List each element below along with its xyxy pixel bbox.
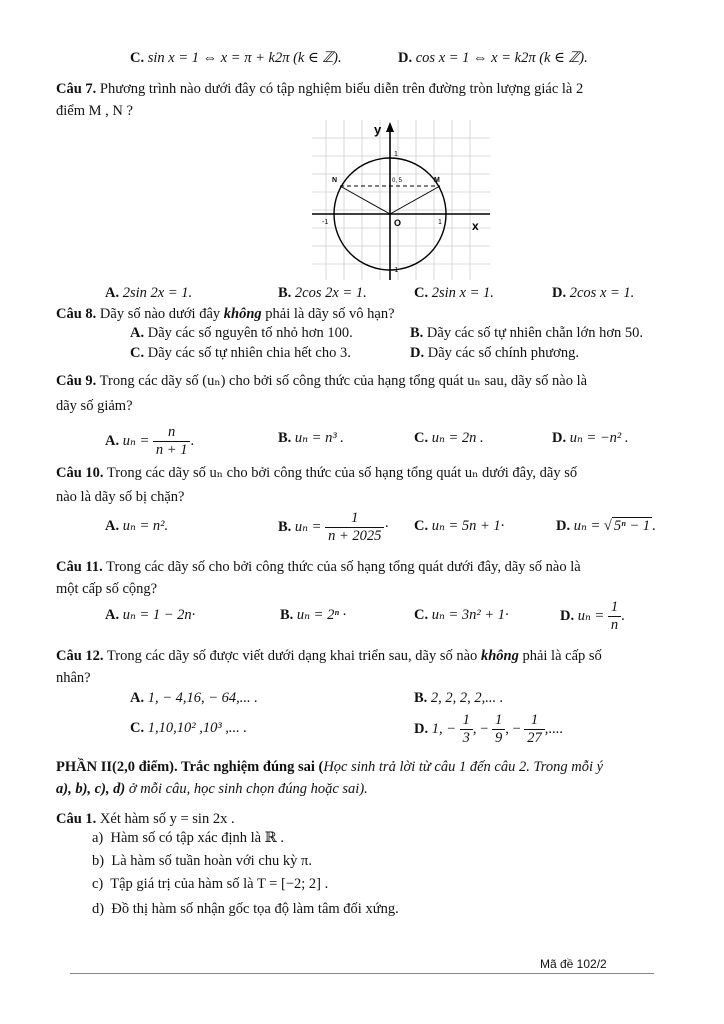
value-label: 0, 5 [392,178,403,184]
x-axis-label: x [472,219,479,233]
tick-y-minus1: -1 [392,267,399,274]
q7-option-d[interactable]: D. 2cos x = 1. [552,285,635,301]
q10-option-c[interactable]: C. uₙ = 5n + 1· [414,518,505,534]
prev-option-d-expr: cos x = 1 ⇔ x = k2π (k ∈ ℤ). [415,50,588,66]
prev-option-c: C. sin x = 1 ⇔ x = π + k2π (k ∈ ℤ). [130,50,342,66]
q8-option-d[interactable]: D. Dãy các số chính phương. [410,345,579,361]
part2-question-1-stem: Câu 1. Xét hàm số y = sin 2x . [56,811,235,827]
q11-option-a[interactable]: A. uₙ = 1 − 2n· [105,607,196,623]
q7-option-b[interactable]: B. 2cos 2x = 1. [278,285,367,301]
point-m-label: M [434,177,440,184]
prev-option-d: D. cos x = 1 ⇔ x = k2π (k ∈ ℤ). [398,50,588,66]
tick-y-1: 1 [394,151,398,158]
q9-option-c[interactable]: C. uₙ = 2n . [414,430,484,446]
question-12-stem: Câu 12. Trong các dãy số được viết dưới dạng khai triển sau, dãy số nào không phải là cấp số [56,648,602,664]
exam-code: Mã đề 102/2 [540,957,607,971]
fraction: $\frac{1}{n}$ [608,599,621,634]
q9-option-d[interactable]: D. uₙ = −n² . [552,430,629,446]
question-8-stem: Câu 8. Dãy số nào dưới đây không phải là dãy số vô hạn? [56,306,395,322]
tick-x-minus1: -1 [322,219,329,226]
q10-option-b[interactable]: B. uₙ = $\frac{1}{n + 2025}$ · [278,510,390,544]
q8-option-a[interactable]: A. Dãy các số nguyên tố nhỏ hơn 100. [130,325,353,341]
q10-option-d[interactable]: D. uₙ = √ 5ⁿ − 1 . [556,518,656,534]
question-7-stem: Câu 7. Phương trình nào dưới đây có tập nghiệm biểu diễn trên đường tròn lượng giác là 2 [56,81,584,97]
origin-label: O [394,218,402,228]
q7-option-a[interactable]: A. 2sin 2x = 1. [105,285,193,301]
prev-option-c-expr: sin x = 1 ⇔ x = π + k2π (k ∈ ℤ). [147,50,342,66]
fraction: $\frac{1}{3}$ [460,712,473,747]
q10-option-a[interactable]: A. uₙ = n². [105,518,169,534]
question-9-stem: Câu 9. Trong các dãy số (uₙ) cho bởi số công thức của hạng tổng quát uₙ sau, dãy số nào là [56,373,588,389]
q12-option-b[interactable]: B. 2, 2, 2, 2,... . [414,690,504,706]
question-12-stem-line2: nhân? [56,670,91,686]
q8-option-b[interactable]: B. Dãy các số tự nhiên chẵn lớn hơn 50. [410,325,643,341]
q12-option-d[interactable]: D. 1, − $\frac{1}{3}$ , − $\frac{1}{9}$ , − $\frac{1}{27}$ ,.... [414,712,563,746]
q12-option-c[interactable]: C. 1,10,10² ,10³ ,... . [130,720,248,736]
question-10-stem-line2: nào là dãy số bị chặn? [56,489,185,505]
q7-option-c[interactable]: C. 2sin x = 1. [414,285,494,301]
p2q1-item-d[interactable]: d) Đồ thị hàm số nhận gốc tọa độ làm tâm đối xứng. [92,901,399,917]
fraction: $\frac{n}{n + 1}$ [153,424,191,459]
q11-option-b[interactable]: B. uₙ = 2ⁿ · [280,607,347,623]
q11-option-c[interactable]: C. uₙ = 3n² + 1· [414,607,509,623]
footer-divider [70,973,654,974]
question-9-stem-line2: dãy số giảm? [56,398,133,414]
part2-heading: PHẦN II(2,0 điểm). Trắc nghiệm đúng sai (Học sinh trả lời từ câu 1 đến câu 2. Trong mỗi ý [56,759,604,775]
point-n-label: N [332,177,338,184]
p2q1-item-a[interactable]: a) Hàm số có tập xác định là ℝ . [92,830,285,846]
fraction: $\frac{1}{n + 2025}$ [325,510,384,545]
q12-option-a[interactable]: A. 1, − 4,16, − 64,... . [130,690,258,706]
question-10-stem: Câu 10. Trong các dãy số uₙ cho bởi công thức của số hạng tổng quát uₙ dưới đây, dãy số [56,465,578,481]
q11-option-d[interactable]: D. uₙ = $\frac{1}{n}$ . [560,599,625,633]
fraction: $\frac{1}{27}$ [524,712,545,747]
unit-circle-figure [312,120,490,280]
q8-option-c[interactable]: C. Dãy các số tự nhiên chia hết cho 3. [130,345,351,361]
p2q1-item-c[interactable]: c) Tập giá trị của hàm số là T = [−2; 2] . [92,876,329,892]
fraction: $\frac{1}{9}$ [492,712,505,747]
q9-option-b[interactable]: B. uₙ = n³ . [278,430,344,446]
part2-heading-line2: a), b), c), d) ở mỗi câu, học sinh chọn đúng hoặc sai). [56,781,368,797]
question-11-stem-line2: một cấp số cộng? [56,581,158,597]
question-11-stem: Câu 11. Trong các dãy số cho bởi công thức của số hạng tổng quát dưới đây, dãy số nào là [56,559,581,575]
question-7-stem-line2: điểm M , N ? [56,103,133,119]
p2q1-item-b[interactable]: b) Là hàm số tuần hoàn với chu kỳ π. [92,853,312,869]
q9-option-a[interactable]: A. uₙ = $\frac{n}{n + 1}$ . [105,424,195,458]
sqrt-radicand: 5ⁿ − 1 [613,518,650,534]
tick-x-1: 1 [438,219,442,226]
y-axis-label: y [374,122,382,137]
